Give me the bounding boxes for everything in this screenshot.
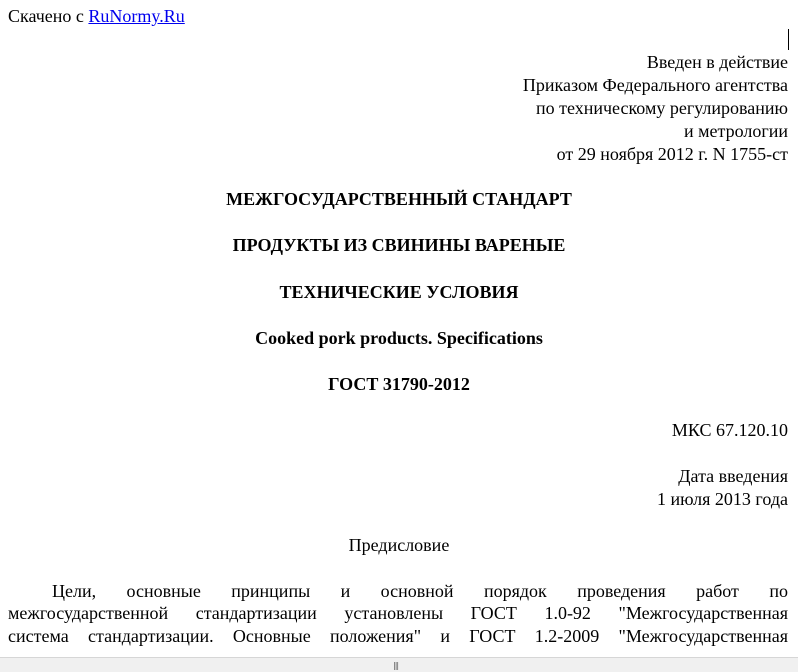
document-heading: МЕЖГОСУДАРСТВЕННЫЙ СТАНДАРТ: [226, 189, 572, 209]
scrollbar-grip-icon[interactable]: |||: [393, 661, 399, 670]
preface-line: система стандартизации. Основные положения" и ГОСТ 1.2-2009 "Межгосударственная: [8, 626, 788, 646]
mks-code: МКС 67.120.10: [671, 420, 788, 440]
document-subtitle: ТЕХНИЧЕСКИЕ УСЛОВИЯ: [279, 282, 519, 302]
intro-date-label: Дата введения: [678, 466, 788, 486]
enactment-line-2: Приказом Федерального агентства: [522, 75, 788, 95]
horizontal-scrollbar[interactable]: [0, 657, 798, 672]
enactment-line-5: от 29 ноября 2012 г. N 1755-ст: [556, 144, 788, 164]
text-cursor: [788, 29, 789, 50]
english-title: Cooked pork products. Specifications: [255, 328, 543, 348]
preface-line: Цели, основные принципы и основной порядок проведения работ по: [52, 581, 788, 601]
source-line: [8, 6, 185, 26]
preface-heading: Предисловие: [348, 535, 450, 555]
product-title: ПРОДУКТЫ ИЗ СВИНИНЫ ВАРЕНЫЕ: [232, 235, 566, 255]
preface-line: межгосударственной стандартизации установлены ГОСТ 1.0-92 "Межгосударственная: [8, 603, 788, 623]
intro-date-value: 1 июля 2013 года: [657, 489, 788, 509]
source-prefix: Скачено с: [8, 6, 89, 26]
enactment-line-4: и метрологии: [684, 121, 788, 141]
enactment-line-3: по техническому регулированию: [535, 98, 788, 118]
enactment-line-1: Введен в действие: [646, 52, 788, 72]
standard-code: ГОСТ 31790-2012: [328, 374, 470, 394]
source-link[interactable]: RuNormy.Ru: [88, 6, 185, 26]
